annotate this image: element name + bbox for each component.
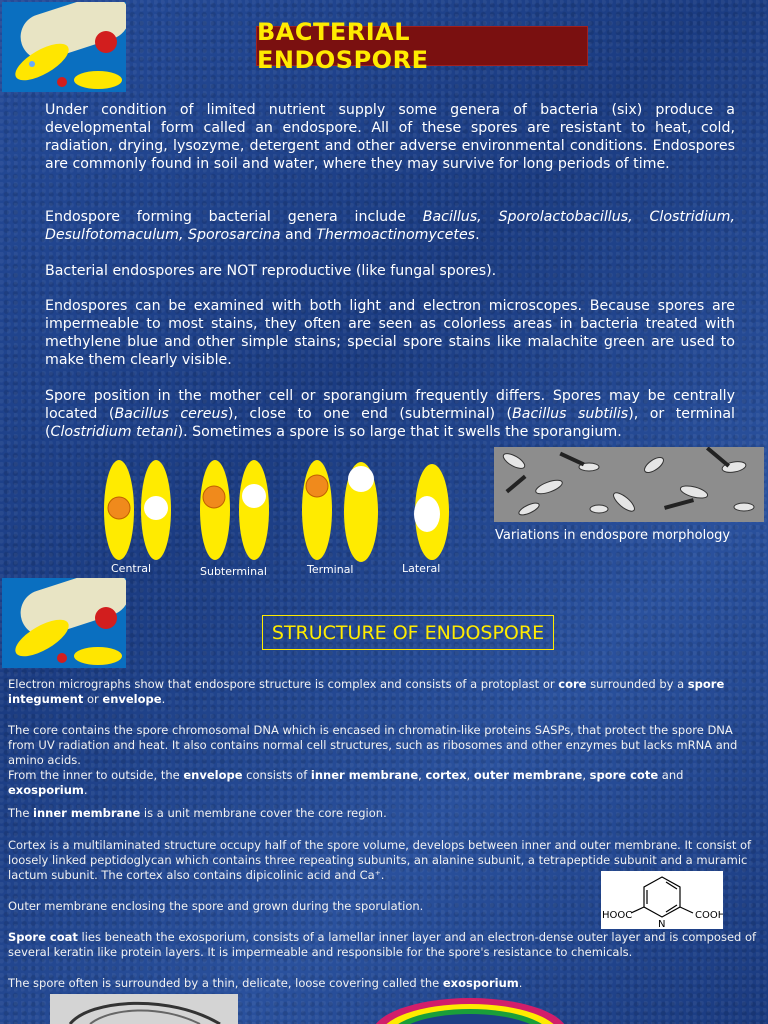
text: The spore often is surrounded by a thin, delicate, loose covering called the (8, 976, 443, 990)
paragraph-outer-membrane: Outer membrane enclosing the spore and grown during the sporulation. (8, 899, 424, 913)
term-spore-cote: spore cote (589, 768, 659, 782)
spore-white (348, 466, 374, 492)
electron-micrograph-image (50, 994, 238, 1024)
text: , (466, 768, 474, 782)
spore-white (242, 484, 266, 508)
spore-white (144, 496, 168, 520)
chem-hooc: HOOC (602, 910, 633, 921)
cell-subterminal-a (200, 460, 230, 560)
text: Electron micrographs show that endospore structure is complex and consists of a protoplast or (8, 677, 559, 691)
text: ), or terminal ( (45, 406, 736, 440)
micrograph-caption: Variations in endospore morphology (495, 528, 731, 543)
label-lateral: Lateral (402, 562, 441, 575)
term-exosporium: exosporium (442, 976, 519, 990)
text: , (582, 768, 590, 782)
spore-white (414, 496, 440, 532)
term-cortex: cortex (425, 768, 467, 782)
paragraph-inner-membrane (8, 806, 763, 821)
text: or (83, 692, 103, 706)
paragraph-not-reproductive: Bacterial endospores are NOT reproductive (like fungal spores). (45, 263, 497, 279)
text: Endospore forming bacterial genera include (45, 209, 423, 225)
paragraph-envelope-layers (8, 768, 763, 798)
paragraph-structure-intro (8, 677, 763, 707)
label-subterminal: Subterminal (200, 565, 267, 578)
paragraph-cortex: Cortex is a multilaminated structure occupy half of the spore volume, develops between inner and outer membrane. It consist of loosely linked peptidoglycan which contains three repeating subunits, an alanine subunit, a tetrapeptide subunit and a muramic lactum subunit. The cortex also contains dipicolinic acid and Ca⁺. (8, 838, 752, 882)
text: Spore position in the mother cell or sporangium frequently differs. Spores may be centrally located ( (45, 388, 735, 422)
term-spore-coat: Spore coat (8, 930, 78, 944)
slide-title-structure-of-endospore: STRUCTURE OF ENDOSPORE (262, 615, 554, 650)
text: is a unit membrane cover the core region. (140, 806, 387, 820)
paragraph-spore-coat (8, 930, 763, 960)
species: Bacillus subtilis (512, 406, 629, 422)
chem-cooh: COOH (695, 910, 723, 921)
paragraph-genera (45, 208, 735, 244)
spore-orange (108, 497, 130, 519)
paragraph-spore-position (45, 387, 735, 441)
text: ), close to one end (subterminal) ( (227, 406, 513, 422)
text: , (418, 768, 426, 782)
term-envelope: envelope (102, 692, 162, 706)
bacteria-thumbnail-image-2 (2, 578, 126, 668)
paragraph-core: The core contains the spore chromosomal DNA which is encased in chromatin-like proteins SASPs, that protect the spore DNA from UV radiation and heat. It also contains normal cell structures, such as ribosomes and other enzymes but lacks mRNA and amino acids. (8, 723, 738, 767)
term-integument: spore integument (8, 677, 725, 706)
text: and (658, 768, 684, 782)
term-core: core (558, 677, 587, 691)
term-envelope: envelope (183, 768, 243, 782)
paragraph-exosporium (8, 976, 763, 991)
text: . (83, 783, 88, 797)
text: . (518, 976, 523, 990)
dipicolinic-acid-structure (601, 871, 723, 929)
term-outer-membrane: outer membrane (473, 768, 583, 782)
endospore-micrograph-image (494, 447, 764, 522)
species: Clostridium tetani (50, 424, 178, 440)
text: surrounded by a (586, 677, 688, 691)
term-inner-membrane: inner membrane (310, 768, 419, 782)
label-terminal: Terminal (307, 563, 354, 576)
spore-position-diagram (95, 455, 460, 565)
text: . (161, 692, 166, 706)
term-inner-membrane: inner membrane (33, 806, 141, 820)
text: . (475, 227, 480, 243)
species: Bacillus cereus (114, 406, 228, 422)
text: lies beneath the exosporium, consists of a lamellar inner layer and an electron-dense outer layer and is composed of several keratin like protein layers. It is impermeable and responsible for the spore's resistance to chemicals. (8, 930, 757, 959)
paragraph-intro: Under condition of limited nutrient supply some genera of bacteria (six) produce a developmental form called an endospore. All of these spores are resistant to heat, cold, radiation, drying, lysozyme, detergent and other adverse environmental conditions. Endospores are commonly found in soil and water, where they may survive for long periods of time. (45, 102, 735, 172)
label-central: Central (111, 562, 152, 575)
chem-n: N (658, 919, 666, 929)
spore-orange (203, 486, 225, 508)
spore-orange (306, 475, 328, 497)
text: The (8, 806, 34, 820)
text: and (280, 227, 317, 243)
slide-title-bacterial-endospore: BACTERIAL ENDOSPORE (256, 26, 588, 66)
term-exosporium: exosporium (8, 783, 84, 797)
text: ). Sometimes a spore is so large that it swells the sporangium. (177, 424, 622, 440)
text: consists of (242, 768, 311, 782)
genus: Thermoactinomycetes (316, 227, 476, 243)
paragraph-microscopy: Endospores can be examined with both light and electron microscopes. Because spores are impermeable to most stains, they often are seen as colorless areas in bacteria treated with methylene blue and other simple stains; special spore stains like malachite green are used to make them clearly visible. (45, 298, 735, 368)
cell-subterminal-b (239, 460, 269, 560)
bacteria-thumbnail-image (2, 2, 126, 92)
genera-list: Bacillus, Sporolactobacillus, Clostridium, Desulfotomaculum, Sporosarcina (45, 209, 735, 243)
text: From the inner to outside, the (8, 768, 184, 782)
spore-layers-diagram (370, 994, 570, 1024)
